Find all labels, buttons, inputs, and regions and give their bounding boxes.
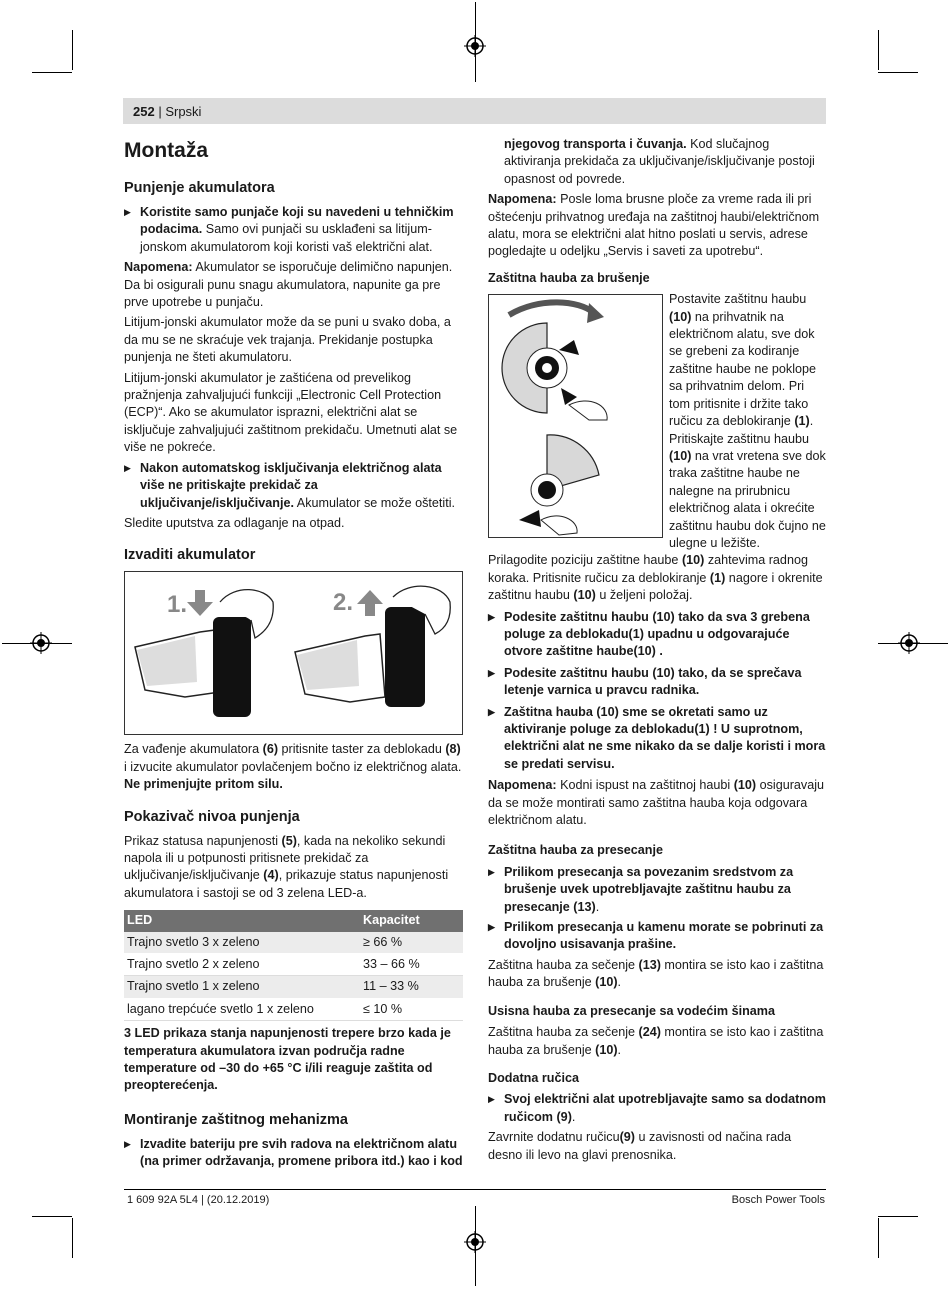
handle-paragraph	[488, 1129, 826, 1164]
ref-number: (10)	[733, 778, 757, 793]
paragraph-text: Zaštitna hauba za sečenje	[488, 1025, 639, 1040]
bullet-text: Kod slučajnog aktiviranja prekidača za uključivanje/isključivanje postoji opasnost od povrede.	[504, 137, 815, 186]
page-language: Srpski	[165, 104, 202, 119]
caption-text: Za vađenje akumulatora	[124, 742, 263, 757]
suction-paragraph	[488, 1024, 826, 1059]
note-text: Akumulator se isporučuje delimično napunjen. Da bi osigurali punu snagu akumulatora, napunite ga pre prve upotrebe u punjaču.	[124, 260, 453, 310]
guard-text	[669, 291, 826, 552]
table-cell: lagano trepćuće svetlo 1 x zeleno	[124, 998, 360, 1020]
table-cell: Trajno svetlo 2 x zeleno	[124, 953, 360, 975]
bullet-guard-ridges: ▶ Podesite zaštitnu haubu (10) tako da sva 3 grebena poluge za deblokadu(1) upadnu u odgovarajuće otvore zaštitne haube(10) .	[488, 609, 826, 661]
paragraph-text: na prihvatnik na električnom alatu, sve dok se grebeni za kodiranje zaštitne haube ne poklope sa prihvatnim delom. Pri tom pritisnite i držite tako ručicu za deblokiranje	[669, 309, 817, 429]
ref-number: (24)	[638, 1025, 661, 1040]
ref-number: (10)	[573, 588, 596, 603]
ref-number: (10)	[595, 975, 618, 990]
paragraph-text: Postavite zaštitnu haubu	[669, 292, 807, 307]
heading-charging: Punjenje akumulatora	[124, 180, 275, 196]
note-service	[488, 191, 826, 261]
heading-suction-guard: Usisna hauba za presecanje sa vodećim šinama	[488, 1003, 775, 1018]
ref-number: (10)	[669, 448, 692, 463]
bullet-text: Samo ovi punjači su usklađeni sa litijum-jonskom akumulatorom koji koristi vaš električni alat.	[140, 222, 433, 254]
arrow-up-icon	[357, 590, 383, 616]
bullet-bold-text: Izvadite bateriju pre svih radova na električnom alatu (na primer održavanja, promene pribora itd.) kao i kod	[140, 1136, 463, 1169]
note-coding	[488, 777, 826, 829]
paragraph-text: , prikazuje status napunjenosti akumulatora i sastoji se od 3 zelena LED-a.	[124, 868, 449, 900]
paragraph: Sledite uputstva za odlaganje na otpad.	[124, 515, 345, 530]
paragraph-text: , kada na nekoliko sekundi napola ili u potpunosti pritisnete prekidač za uključivanje/isključivanje	[124, 833, 446, 883]
guard-adjust-paragraph	[488, 552, 826, 604]
heading-cutting-guard: Zaštitna hauba za presecanje	[488, 843, 663, 858]
table-cell: ≤ 10 %	[360, 998, 463, 1020]
left-column	[124, 136, 463, 1174]
note-text: Kodni ispust na zaštitnoj haubi	[556, 778, 734, 793]
arrow-down-icon	[187, 590, 213, 616]
ref-number: (10)	[595, 1042, 618, 1057]
bullet-cutting-guard	[488, 864, 826, 916]
step-2-label: 2.	[333, 589, 354, 617]
bullet-text: .	[571, 1109, 576, 1124]
continued-bullet	[488, 136, 826, 188]
crop-mark	[878, 1216, 918, 1217]
footer-rule	[124, 1189, 826, 1190]
ref-number: (5)	[281, 833, 297, 848]
paragraph-text: .	[617, 975, 622, 990]
table-header-led: LED	[124, 910, 360, 931]
led-warning: 3 LED prikaza stanja napunjenosti trepere brzo kada je temperatura akumulatora izvan područja radne temperature od –30 do +65 °C i/ili reaguje zaštita od preopterećenja.	[124, 1026, 451, 1093]
ref-number: (1)	[794, 414, 810, 429]
grinding-guard-block	[488, 291, 826, 552]
ref-number: (13)	[638, 957, 661, 972]
paragraph-text: montira se isto kao i zaštitna hauba za brušenje	[488, 1025, 824, 1057]
table-row	[124, 998, 463, 1020]
table-header-capacity: Kapacitet	[360, 910, 463, 931]
ref-number: (4)	[263, 868, 279, 883]
header-band	[123, 98, 826, 124]
caption-bold-text: Ne primenjujte pritom silu.	[124, 777, 283, 792]
bullet-charger	[124, 204, 463, 256]
table-header-row	[124, 910, 463, 931]
registration-mark-icon	[30, 632, 52, 654]
crop-mark	[878, 1218, 879, 1258]
paragraph-text: u željeni položaj.	[595, 588, 693, 603]
paragraph-text: Zavrnite dodatnu ručicu	[488, 1130, 620, 1145]
bullet-text: Akumulator se može oštetiti.	[294, 495, 455, 510]
ref-number: (8)	[445, 742, 461, 757]
step-1-label: 1.	[167, 591, 188, 619]
heading-grinding-guard: Zaštitna hauba za brušenje	[488, 270, 650, 285]
crop-mark	[878, 30, 879, 70]
bullet-auxiliary-handle	[488, 1091, 826, 1126]
bullet-bold-text: Koristite samo punjače koji su navedeni u tehničkim podacima.	[140, 205, 454, 237]
cutting-paragraph	[488, 957, 826, 992]
note-label: Napomena:	[124, 260, 193, 275]
indicator-paragraph	[124, 833, 463, 903]
rotate-arrow-icon	[509, 303, 594, 316]
bullet-dust-extraction: ▶ Prilikom presecanja u kamenu morate se pobrinuti za dovoljno usisavanja prašine.	[488, 919, 826, 954]
paragraph: Litijum-jonski akumulator je zaštićena od prevelikog pražnjenja zahvaljujući funkciji „Electronic Cell Protection (ECP)“. Ako se akumulator isprazni, električni alat se isključuje zahvaljujući zaštitnom prekidaču. Umetnuti alat se više ne pokreće.	[124, 370, 458, 455]
caption-text: i izvucite akumulator povlačenjem bočno iz električnog alata.	[124, 759, 462, 774]
ref-number: (9)	[619, 1130, 636, 1145]
guard-illustration	[489, 295, 662, 537]
page-header: 252 | Srpski	[133, 104, 202, 119]
guard-figure	[488, 294, 663, 538]
paragraph-text: .	[617, 1042, 622, 1057]
table-cell: 33 – 66 %	[360, 953, 463, 975]
crop-mark	[878, 72, 918, 73]
led-capacity-table	[124, 910, 463, 1021]
table-row	[124, 953, 463, 975]
heading-remove-battery: Izvaditi akumulator	[124, 547, 256, 564]
note-text: Posle loma brusne ploče za vreme rada ili pri oštećenju prihvatnog uređaja na zaštitnoj haubi/električnom alatu, mora se električni alat hitno poslati u servis, adrese pogledajte u odeljku „Servis i saveti za upotrebu“.	[488, 192, 820, 259]
ref-number: (1)	[709, 570, 726, 585]
paragraph-text: Zaštitna hauba za sečenje	[488, 957, 639, 972]
registration-mark-icon	[898, 632, 920, 654]
paragraph-text: nagore i okrenite zaštitnu haubu	[488, 570, 823, 603]
bullet-bold-text: Svoj električni alat upotrebljavajte samo sa dodatnom ručicom (9)	[504, 1092, 826, 1124]
crop-mark	[72, 30, 73, 70]
right-column	[488, 136, 826, 1167]
battery-removal-figure	[124, 571, 463, 735]
battery-pack	[385, 607, 425, 707]
bullet-guard-sparks: ▶ Podesite zaštitnu haubu (10) tako, da se sprečava letenje varnica u pravcu radnika.	[488, 665, 826, 700]
page-number: 252	[133, 104, 155, 119]
paragraph-text: . Pritiskajte zaštitnu haubu	[669, 414, 814, 446]
paragraph-text: Prilagodite poziciju zaštitne haube	[488, 553, 682, 568]
bullet-bold-text: Prilikom presecanja sa povezanim sredstvom za brušenje uvek upotrebljavajte zaštitnu haubu za presecanje (13)	[504, 864, 794, 914]
paragraph-text: na vrat vretena sve dok traka zaštitne haube ne nalegne na prirubnicu električnog alata i okrećite zaštitnu haubu dok čujno ne ulegne u ležište.	[669, 448, 826, 550]
battery-removal-caption	[124, 741, 463, 793]
heading-auxiliary-handle: Dodatna ručica	[488, 1070, 579, 1085]
crop-mark	[32, 1216, 72, 1217]
arrow-icon	[559, 340, 579, 355]
bullet-bold-text: njegovog transporta i čuvanja.	[504, 137, 687, 151]
ref-number: (10)	[681, 553, 705, 568]
heading-charge-indicator: Pokazivač nivoa punjenja	[124, 808, 300, 825]
note-label: Napomena:	[488, 778, 557, 793]
note-partially-charged	[124, 259, 463, 311]
registration-mark-icon	[464, 35, 486, 57]
crop-mark	[32, 72, 72, 73]
table-cell: Trajno svetlo 3 x zeleno	[124, 932, 360, 954]
paragraph-text: u zavisnosti od načina rada desno ili levo na glavi prenosnika.	[488, 1130, 792, 1162]
bullet-guard-rotate: ▶ Zaštitna hauba (10) sme se okretati samo uz aktiviranje poluge za deblokadu(1) ! U suprotnom, električni alat ne sme nikako da se dalje koristi i mora se predati servisu.	[488, 704, 826, 774]
paragraph: Litijum-jonski akumulator može da se puni u svako doba, a da mu se ne skraćuje vek trajanja. Prekidanje postupka punjenja ne šteti akumulatoru.	[124, 315, 451, 365]
table-cell: ≥ 66 %	[360, 932, 463, 954]
arrow-icon	[519, 510, 541, 527]
paragraph-text: Prikaz statusa napunjenosti	[124, 833, 282, 848]
crop-mark	[72, 1218, 73, 1258]
ref-number: (6)	[262, 742, 279, 757]
ref-number: (10)	[669, 309, 692, 324]
bullet-remove-battery	[124, 1136, 463, 1171]
caption-text: pritisnite taster za deblokadu	[278, 742, 446, 757]
paragraph-text: zahtevima radnog koraka. Pritisnite ručicu za deblokiranje	[488, 553, 808, 585]
battery-pack	[213, 617, 251, 717]
note-label: Napomena:	[488, 192, 557, 207]
bullet-auto-shutoff	[124, 460, 463, 512]
table-cell: 11 – 33 %	[360, 976, 463, 998]
table-row	[124, 976, 463, 998]
bullet-bold-text: Nakon automatskog isključivanja električnog alata više ne pritiskajte prekidač za uključivanje/isključivanje.	[140, 460, 442, 510]
table-cell: Trajno svetlo 1 x zeleno	[124, 976, 360, 998]
paragraph-text: montira se isto kao i zaštitna hauba za brušenje	[488, 957, 824, 990]
footer-brand: Bosch Power Tools	[731, 1194, 825, 1206]
footer-doc-id: 1 609 92A 5L4 | (20.12.2019)	[127, 1194, 270, 1206]
registration-mark-icon	[464, 1231, 486, 1253]
heading-mounting-protection: Montiranje zaštitnog mehanizma	[124, 1111, 348, 1128]
bullet-text: .	[595, 899, 600, 914]
note-text: osiguravaju da se može montirati samo zaštitna hauba koja odgovara električnom alatu.	[488, 778, 825, 828]
table-row	[124, 932, 463, 954]
battery-removal-illustration	[125, 572, 462, 734]
section-title: Montaža	[124, 139, 208, 162]
